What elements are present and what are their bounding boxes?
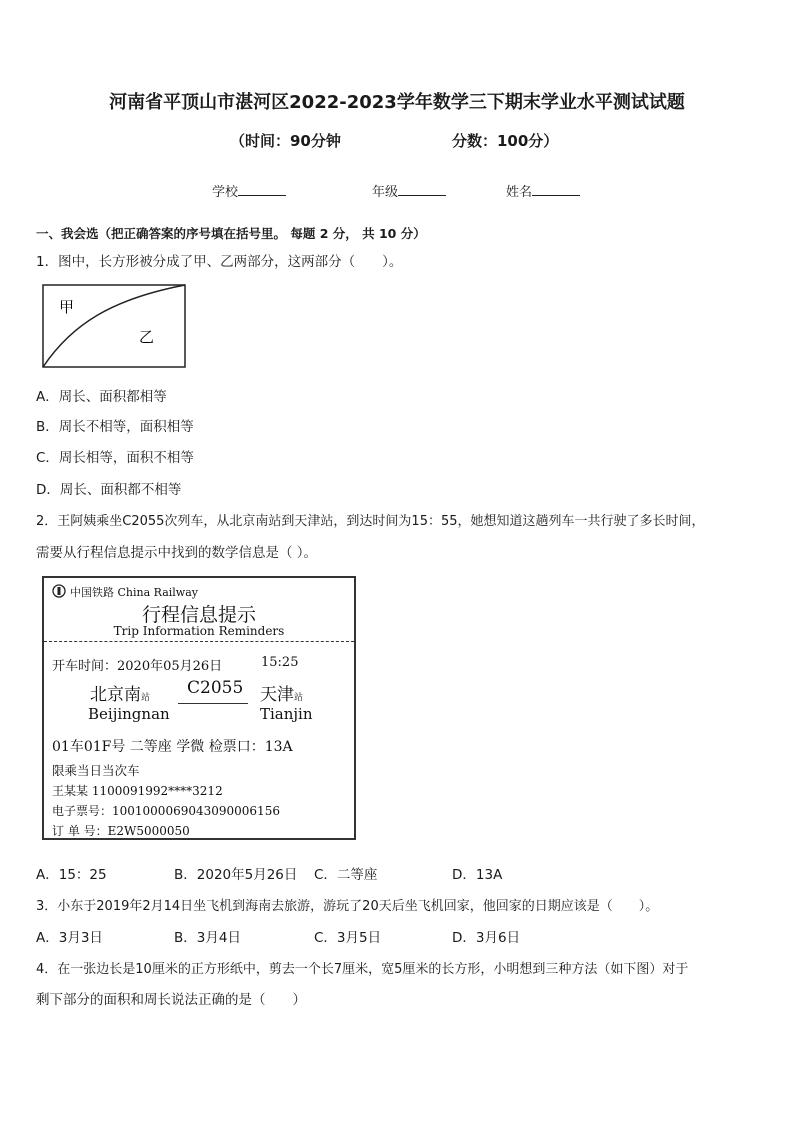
q3-option-c[interactable]: C．3月5日 (314, 930, 382, 946)
q2-option-b[interactable]: B．2020年5月26日 (174, 867, 298, 883)
train-underline (178, 703, 248, 704)
eticket-number: 电子票号：1001000069043090006156 (52, 804, 280, 818)
exam-time: （时间：90分钟 (230, 132, 341, 150)
question-2-line1: 2．王阿姨乘坐C2055次列车，从北京南站到天津站，到达时间为15：55，她想知道这趟列车一共行驶了多长时间， (36, 514, 705, 529)
rectangle-figure (42, 284, 188, 370)
name-label: 姓名 (506, 185, 533, 200)
train-number: C2055 (187, 678, 244, 698)
region-b-label: 乙 (139, 328, 155, 346)
page-title: 河南省平顶山市湛河区2022-2023学年数学三下期末学业水平测试试题 (109, 92, 685, 113)
q3-option-a[interactable]: A．3月3日 (36, 930, 103, 946)
school-field (212, 181, 286, 200)
from-station-en: Beijingnan (88, 705, 170, 723)
question-4-line1: 4．在一张边长是10厘米的正方形纸中，剪去一个长7厘米，宽5厘米的长方形，小明想到三种方法（如下图）对于 (36, 962, 689, 977)
to-station-en: Tianjin (260, 705, 313, 723)
question-1: 1．图中，长方形被分成了甲、乙两部分，这两部分（ ）。 (36, 254, 403, 270)
question-4-line2: 剩下部分的面积和周长说法正确的是（ ） (36, 992, 306, 1008)
school-blank[interactable] (238, 183, 286, 196)
ticket-title-cn: 行程信息提示 (141, 604, 256, 626)
from-station-cn: 北京南站 (90, 685, 151, 705)
question-2-line2: 需要从行程信息提示中找到的数学信息是（ ）。 (36, 545, 318, 561)
q1-option-d[interactable]: D．周长、面积都不相等 (36, 482, 182, 498)
railway-logo-icon (52, 584, 66, 598)
exam-score: 分数：100分） (452, 132, 559, 150)
section-heading: 一、我会选（把正确答案的序号填在括号里。 每题 2 分， 共 10 分） (36, 226, 426, 241)
q2-option-d[interactable]: D．13A (452, 867, 503, 883)
seat-info: 01车01F号 二等座 学微 检票口：13A (52, 739, 293, 755)
q1-option-a[interactable]: A．周长、面积都相等 (36, 389, 167, 405)
depart-time: 15:25 (261, 655, 299, 670)
q3-option-d[interactable]: D．3月6日 (452, 930, 521, 946)
q1-option-b[interactable]: B．周长不相等，面积相等 (36, 419, 194, 435)
trip-ticket (42, 576, 356, 840)
railway-logo-text: 中国铁路 China Railway (70, 586, 198, 599)
to-station-cn: 天津站 (260, 685, 304, 705)
passenger-info: 王某某 1100091992****3212 (52, 784, 223, 798)
ride-limit: 限乘当日当次车 (52, 763, 140, 778)
region-a-label: 甲 (59, 298, 75, 316)
grade-blank[interactable] (398, 183, 446, 196)
name-field (506, 181, 580, 200)
q2-option-c[interactable]: C．二等座 (314, 867, 378, 883)
school-label: 学校 (212, 185, 239, 200)
order-number: 订 单 号：E2W5000050 (52, 824, 190, 838)
q2-option-a[interactable]: A．15：25 (36, 867, 107, 883)
question-3: 3．小东于2019年2月14日坐飞机到海南去旅游，游玩了20天后坐飞机回家，他回家的日期应该是（ ）。 (36, 899, 659, 914)
name-blank[interactable] (532, 183, 580, 196)
grade-field (372, 181, 446, 200)
q3-option-b[interactable]: B．3月4日 (174, 930, 241, 946)
ticket-divider (44, 641, 354, 642)
q1-option-c[interactable]: C．周长相等，面积不相等 (36, 450, 194, 466)
depart-date: 开车时间：2020年05月26日 (52, 659, 223, 674)
grade-label: 年级 (372, 185, 399, 200)
ticket-title-en: Trip Information Reminders (113, 624, 285, 638)
